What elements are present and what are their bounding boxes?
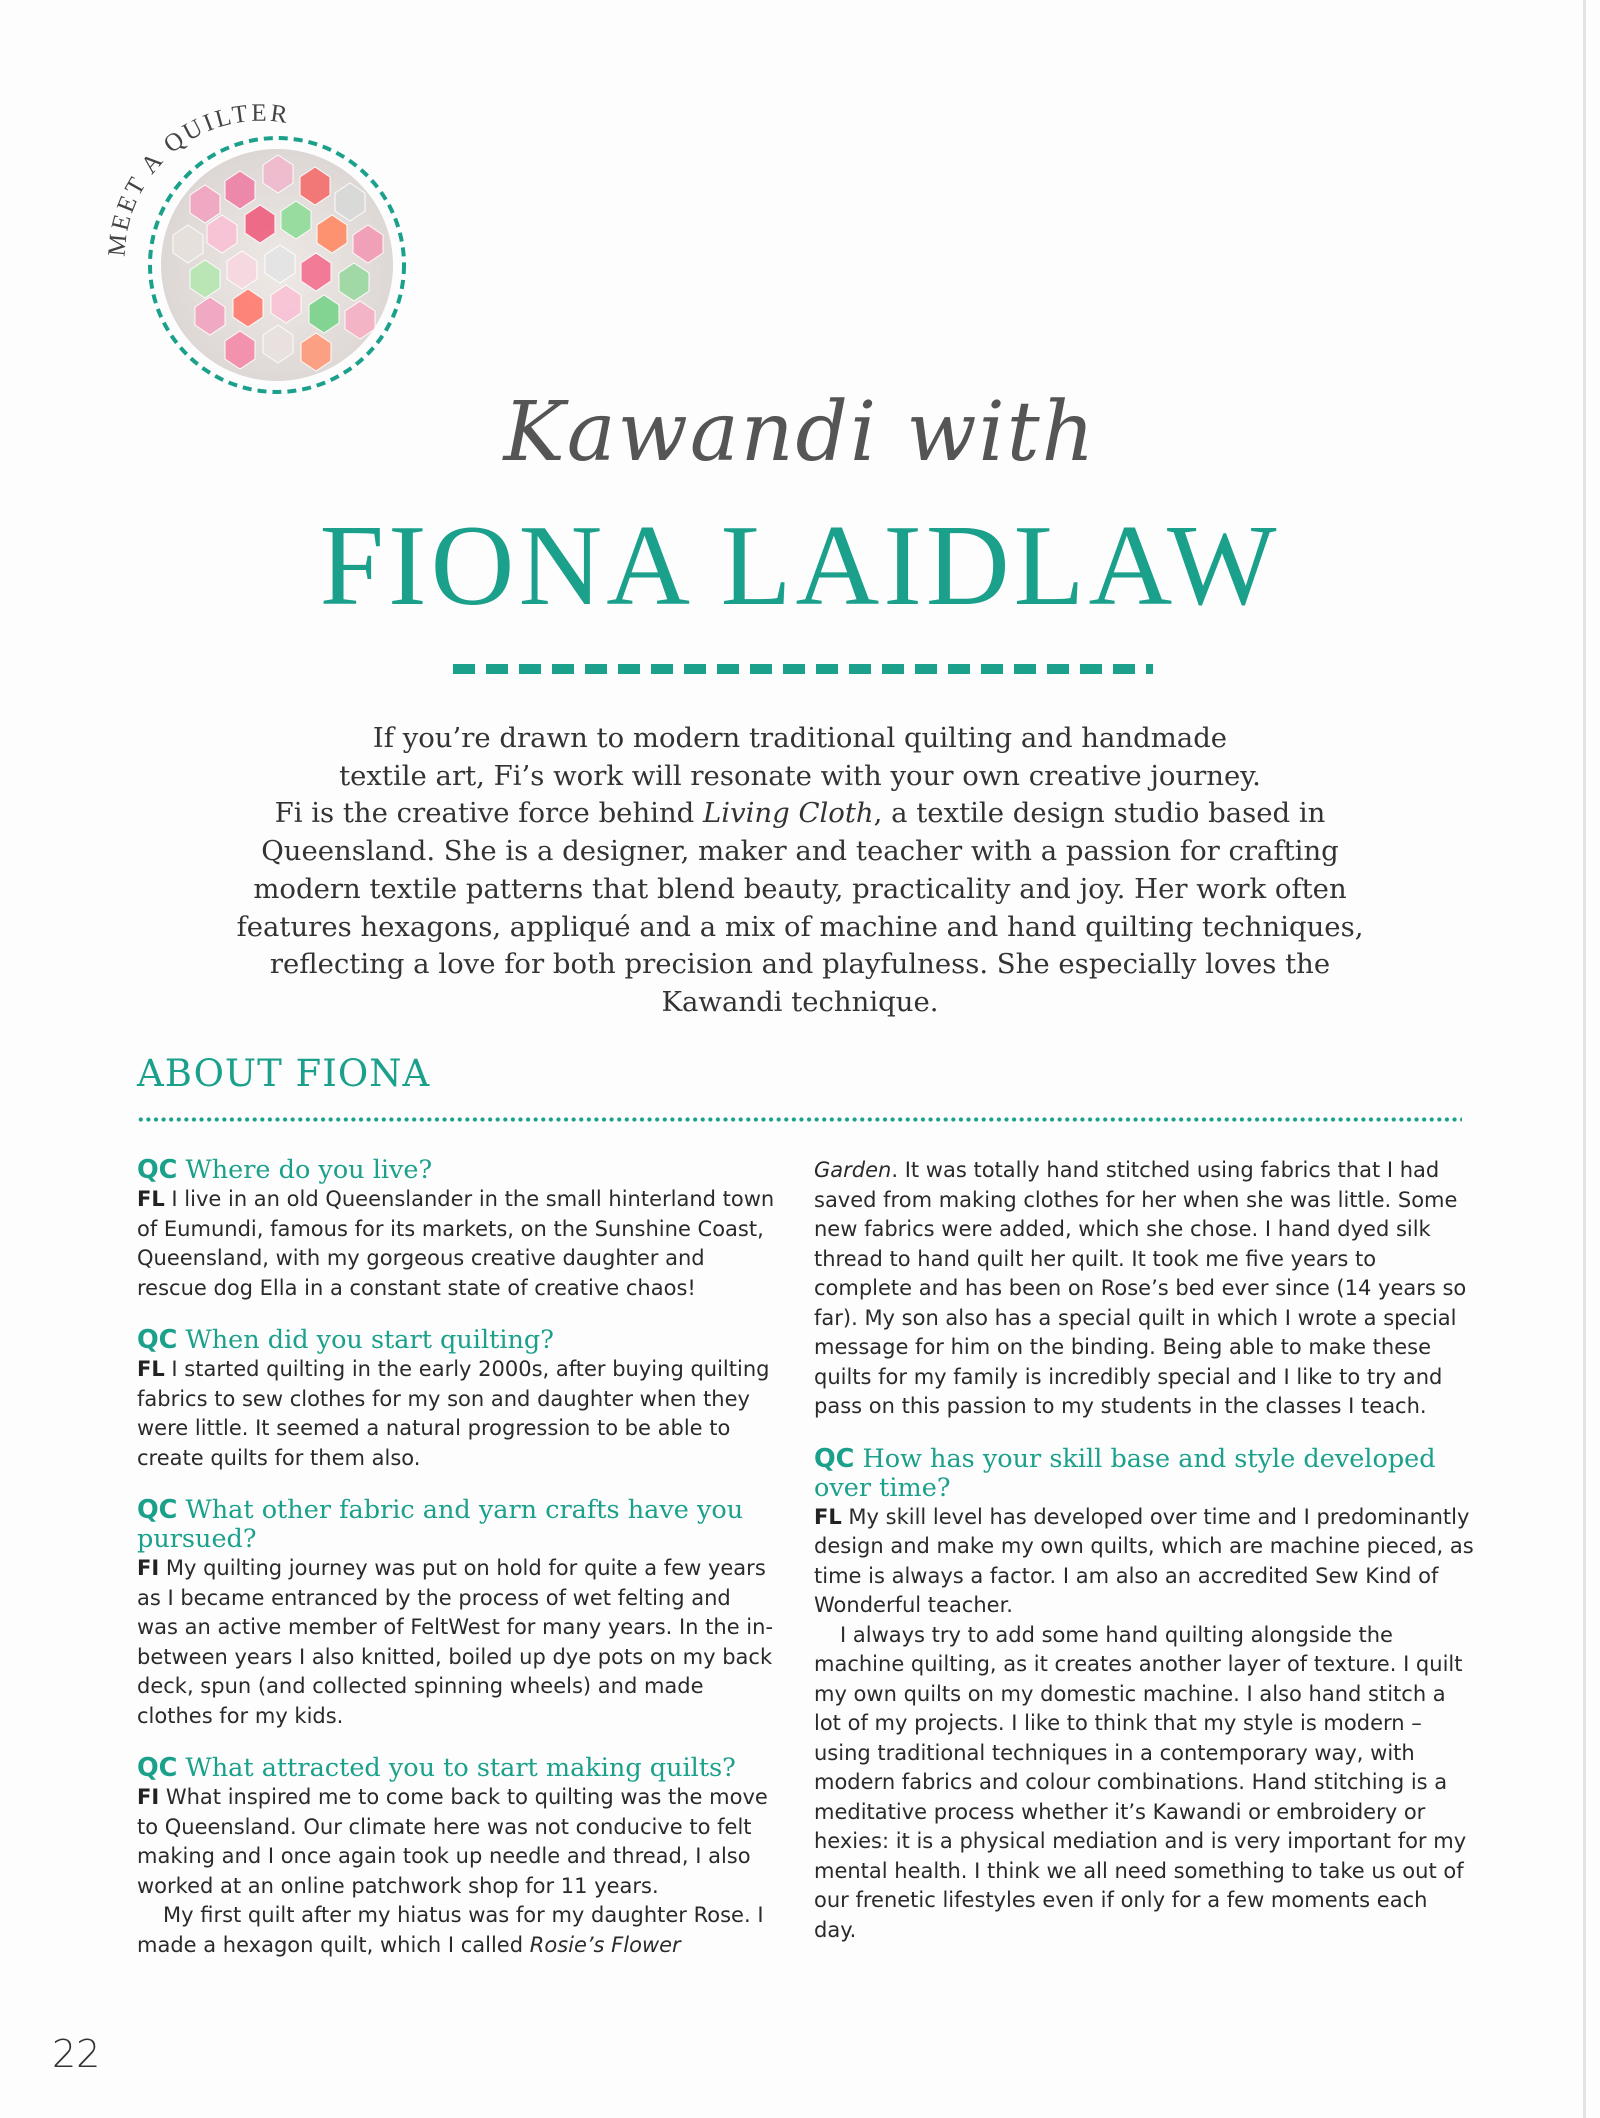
section-heading: ABOUT FIONA (137, 1052, 431, 1095)
answer (137, 1355, 777, 1473)
question-tag: QC (137, 1753, 178, 1783)
question-text: What other fabric and yarn crafts have you pursued? (137, 1495, 744, 1554)
answer-tag: FL (137, 1187, 165, 1211)
qa-block (137, 1754, 777, 1960)
meet-a-quilter-badge (95, 85, 430, 420)
intro-line-2 (220, 795, 1380, 1021)
answer-tag: FL (137, 1357, 165, 1381)
right-column (814, 1156, 1474, 1968)
section-divider (137, 1117, 1462, 1122)
answer (137, 1783, 777, 1901)
answer-continued: I always try to add some hand quilting alongside the machine quilting, as it creates another layer of texture. I quilt my own quilts on my domestic machine. I also hand stitch a lot of my projects. I like to think that my style is modern – using traditional techniques in a contemporary way, with modern fabrics and colour combinations. Hand stitching is a meditative process whether it’s Kawandi or embroidery or hexies: it is a physical mediation and is very important for my mental health. I think we all need something to take us out of our frenetic lifestyles even if only for a few moments each day. (814, 1622, 1467, 1942)
answer-text: My quilting journey was put on hold for quite a few years as I became entranced by the process of wet felting and was an active member of FeltWest for many years. In the in-between years I also knitted, boiled up dye pots on my back deck, spun (and collected spinning wheels) and made clothes for my kids. (137, 1556, 774, 1728)
answer-continued (137, 1901, 777, 1960)
question-tag: QC (814, 1443, 855, 1474)
answer-tag: FL (814, 1504, 842, 1529)
answer (137, 1185, 777, 1303)
answer (814, 1503, 1474, 1621)
qa-block (137, 1496, 777, 1731)
answer-text: I started quilting in the early 2000s, after buying quilting fabrics to sew clothes for my son and daughter when they were little. It seemed a natural progression to be able to create quilts for them also. (137, 1357, 770, 1470)
answer-text: . It was totally hand stitched using fabrics that I had saved from making clothes for her when she was little. Some new fabrics were added, which she chose. I hand dyed silk thread to hand quilt her quilt. It took me five years to complete and has been on Rose’s bed ever since (14 years so far). My son also has a special quilt in which I wrote a special message for him on the binding. Being able to make these quilts for my family is incredibly special and I like to try and pass on this passion to my students in the classes I teach. (814, 1158, 1467, 1418)
answer-tag: FI (137, 1785, 160, 1809)
question-text: Where do you live? (185, 1155, 433, 1185)
quilt-name-italic: Rosie’s Flower (529, 1932, 681, 1957)
question-tag: QC (137, 1495, 178, 1525)
question-text: What attracted you to start making quilts? (185, 1753, 736, 1783)
question-text: When did you start quilting? (185, 1325, 554, 1355)
intro-text: Fi is the creative force behind (274, 797, 704, 830)
page-number: 22 (52, 2032, 101, 2076)
intro-paragraph (220, 720, 1380, 1022)
quilt-name-italic: Garden (814, 1158, 892, 1182)
script-title: Kawandi with (503, 385, 1097, 480)
title-divider (453, 664, 1153, 674)
page-title: FIONA LAIDLAW (319, 502, 1281, 630)
intro-line-1: If you’re drawn to modern traditional quilting and handmade textile art, Fi’s work will resonate with your own creative journey. (339, 722, 1261, 792)
answer-continuation (814, 1156, 1474, 1422)
qa-block (137, 1156, 777, 1303)
answer-text: What inspired me to come back to quilting was the move to Queensland. Our climate here was not conducive to felt making and I once again took up needle and thread, I also worked at an online patchwork shop for 11 years. (137, 1785, 768, 1898)
qa-block (814, 1445, 1474, 1946)
answer-text: My skill level has developed over time and I predominantly design and make my own quilts, which are machine pieced, as time is always a factor. I am also an accredited Sew Kind of Wonderful teacher. (814, 1504, 1474, 1617)
intro-text-rest: , a textile design studio based in Queensland. She is a designer, maker and teacher with a passion for crafting modern textile patterns that blend beauty, practicality and joy. Her work often features hexagons, appliqué and a mix of machine and hand quilting techniques, reflecting a love for both precision and playfulness. She especially loves the Kawandi technique. (236, 797, 1364, 1018)
question (137, 1754, 777, 1783)
question (137, 1156, 777, 1185)
qa-block (137, 1326, 777, 1473)
page-edge (1583, 0, 1586, 2118)
question (814, 1445, 1474, 1503)
question-tag: QC (137, 1155, 178, 1185)
left-column (137, 1156, 777, 1983)
answer-text: I live in an old Queenslander in the small hinterland town of Eumundi, famous for its markets, on the Sunshine Coast, Queensland, with my gorgeous creative daughter and rescue dog Ella in a constant state of creative chaos! (137, 1187, 775, 1300)
living-cloth-italic: Living Cloth (703, 797, 874, 830)
question (137, 1326, 777, 1355)
question-text: How has your skill base and style developed over time? (814, 1443, 1436, 1503)
answer (137, 1554, 777, 1731)
answer-text: My first quilt after my hiatus was for my daughter Rose. I made a hexagon quilt, which I called (137, 1903, 764, 1957)
answer-tag: FI (137, 1556, 160, 1580)
question-tag: QC (137, 1325, 178, 1355)
badge-label: MEET A QUILTER (103, 99, 293, 258)
question (137, 1496, 777, 1554)
